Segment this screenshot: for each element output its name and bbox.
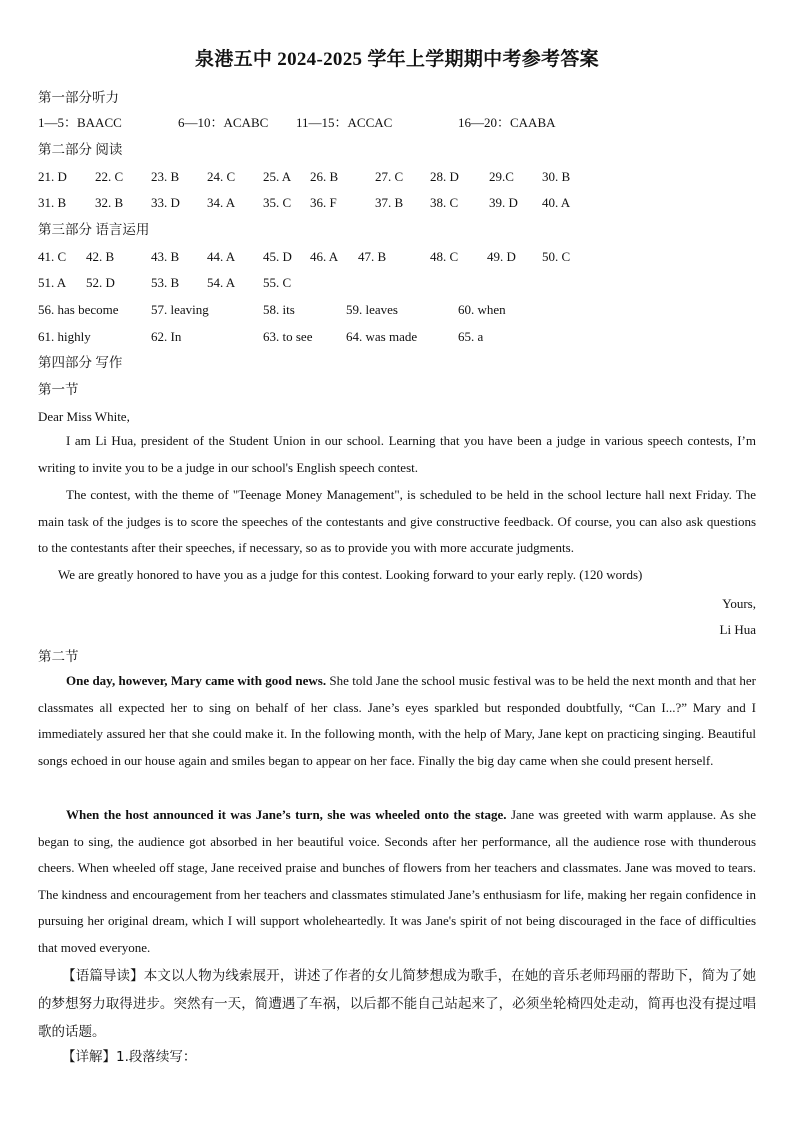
part1-heading: 第一部分听力 — [38, 90, 119, 105]
reading-answer: 25. A — [263, 169, 292, 184]
passage-guide: 【语篇导读】本文以人物为线索展开，讲述了作者的女儿简梦想成为歌手，在她的音乐老师玛丽的帮助下，简为了她的梦想努力取得进步。突然有一天，简遭遇了车祸，以后都不能自己站起来了，必须坐轮椅四处走动，简再也没有提过唱歌的话题。 — [38, 968, 757, 1040]
reading-answer: 24. C — [207, 169, 236, 184]
language-answer: 45. D — [263, 249, 292, 264]
continuation-paragraph: One day, however, Mary came with good news. She told Jane the school music festival was to be held the next month and that her classmates all expected her to sing on behalf of her class. Jane’s eyes sparkled but responded doubtfully, “Can I...?” Mary and I immediately assured her that she could make it. In the following month, with the help of Mary, Jane kept on practicing singing. Beautiful songs echoed in our house again and smiles began to appear on her face. Finally the big day came when she could present herself. — [38, 673, 756, 768]
page-title: 泉港五中 2024-2025 学年上学期期中考参考答案 — [195, 49, 599, 70]
letter-signature: Li Hua — [719, 622, 756, 637]
language-answer: 50. C — [542, 249, 571, 264]
language-answer: 59. leaves — [346, 302, 398, 317]
language-answer: 46. A — [310, 249, 339, 264]
reading-answer: 23. B — [151, 169, 180, 184]
reading-answer: 29.C — [489, 169, 514, 184]
language-answer: 60. when — [458, 302, 506, 317]
reading-answer: 26. B — [310, 169, 339, 184]
continuation-paragraph: When the host announced it was Jane’s turn, she was wheeled onto the stage. Jane was greeted with warm applause. As she began to sing, the audience got absorbed in her beautiful voice. Seconds after her performance, all the audience rose with thunderous cheers. When wheeled off stage, Jane received praise and bunches of flowers from her teachers and classmates. Jane was moved to tears. The kindness and encouragement from her teachers and classmates stimulated Jane’s enthusiasm for life, making her regain confidence in pursuing her original dream, which I will support wholeheartedly. It was Jane's spirit of not being discouraged in the face of difficulties that moved everyone. — [38, 807, 756, 955]
reading-answer: 38. C — [430, 195, 459, 210]
letter-paragraph: We are greatly honored to have you as a judge for this contest. Looking forward to your early reply. (120 words) — [58, 567, 643, 582]
listening-answer: 16—20：CAABA — [458, 115, 556, 130]
language-answer: 47. B — [358, 249, 387, 264]
language-answer: 43. B — [151, 249, 180, 264]
reading-answer: 40. A — [542, 195, 571, 210]
part4-heading: 第四部分 写作 — [38, 355, 123, 370]
listening-answer: 6—10：ACABC — [178, 115, 269, 130]
language-answer: 48. C — [430, 249, 459, 264]
part3-heading: 第三部分 语言运用 — [38, 222, 150, 237]
part2-heading: 第二部分 阅读 — [38, 142, 123, 157]
reading-answer: 35. C — [263, 195, 292, 210]
letter-paragraph: I am Li Hua, president of the Student Union in our school. Learning that you have been a judge in various speech contests, I’m writing to invite you to be a judge in our school's English speech contest. — [38, 433, 756, 475]
language-answer: 44. A — [207, 249, 236, 264]
language-answer: 51. A — [38, 275, 67, 290]
language-answer: 42. B — [86, 249, 115, 264]
reading-answer: 21. D — [38, 169, 67, 184]
section1-heading: 第一节 — [38, 382, 79, 397]
detail-explanation: 【详解】1.段落续写： — [62, 1049, 197, 1065]
listening-answer: 1—5：BAACC — [38, 115, 122, 130]
language-answer: 55. C — [263, 275, 292, 290]
language-answer: 41. C — [38, 249, 67, 264]
reading-answer: 37. B — [375, 195, 404, 210]
letter-closing: Yours, — [722, 596, 756, 611]
language-answer: 53. B — [151, 275, 180, 290]
letter-paragraph: The contest, with the theme of "Teenage Money Management", is scheduled to be held in the school lecture hall next Friday. The main task of the judges is to score the speeches of the contestants and give constructive feedback. Of course, you can also ask questions to the contestants after their speeches, if necessary, so as to provide you with more accurate judgments. — [38, 487, 756, 556]
reading-answer: 33. D — [151, 195, 180, 210]
reading-answer: 39. D — [489, 195, 518, 210]
reading-answer: 34. A — [207, 195, 236, 210]
reading-answer: 36. F — [310, 195, 337, 210]
reading-answer: 31. B — [38, 195, 67, 210]
language-answer: 49. D — [487, 249, 516, 264]
language-answer: 61. highly — [38, 329, 91, 344]
language-answer: 54. A — [207, 275, 236, 290]
reading-answer: 22. C — [95, 169, 124, 184]
letter-greeting: Dear Miss White, — [38, 409, 130, 424]
language-answer: 63. to see — [263, 329, 313, 344]
language-answer: 52. D — [86, 275, 115, 290]
language-answer: 58. its — [263, 302, 295, 317]
section2-heading: 第二节 — [38, 649, 79, 664]
reading-answer: 27. C — [375, 169, 404, 184]
language-answer: 57. leaving — [151, 302, 209, 317]
language-answer: 62. In — [151, 329, 182, 344]
language-answer: 65. a — [458, 329, 484, 344]
reading-answer: 30. B — [542, 169, 571, 184]
listening-answer: 11—15：ACCAC — [296, 115, 393, 130]
reading-answer: 32. B — [95, 195, 124, 210]
language-answer: 64. was made — [346, 329, 418, 344]
reading-answer: 28. D — [430, 169, 459, 184]
language-answer: 56. has become — [38, 302, 119, 317]
